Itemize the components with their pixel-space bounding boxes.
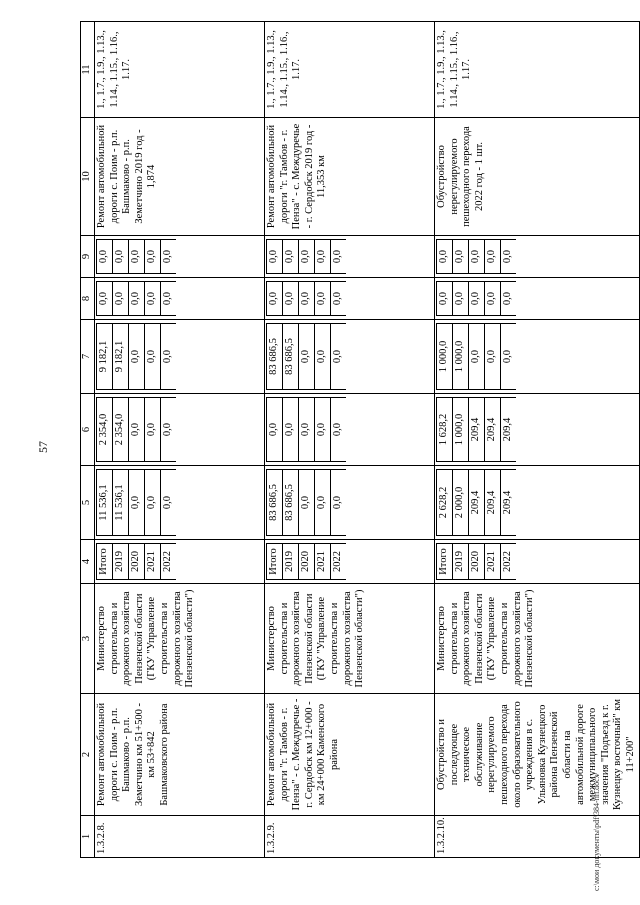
value-cell: 0,0 — [267, 282, 283, 316]
value-cell: 209,4 — [501, 470, 517, 536]
value-cell: 0,0 — [267, 240, 283, 274]
value-cell: 83 686,5 — [267, 324, 283, 390]
local-budget-column — [265, 278, 435, 320]
table-row — [435, 22, 640, 858]
value-cell: 83 686,5 — [267, 470, 283, 536]
years-column — [265, 540, 435, 584]
value-cell: 11 536,1 — [113, 470, 129, 536]
column-number: 11 — [81, 22, 95, 118]
extrabudgetary-column — [95, 236, 265, 278]
value-cell: 209,4 — [469, 398, 485, 462]
value-cell: 0,0 — [145, 240, 161, 274]
value-cell: 0,0 — [97, 282, 113, 316]
regional-budget-column — [265, 394, 435, 466]
executor: Министерство строительства и дорожного хозяйства Пензенской области (ГКУ "Управление строительства и дорожного хозяйства Пензенской области") — [435, 584, 640, 694]
value-cell: 0,0 — [299, 470, 315, 536]
indicator-numbers: 1., 1.7., 1.9., 1.13., 1.14., 1.15., 1.16., 1.17. — [435, 22, 640, 118]
value-cell: 83 686,5 — [283, 324, 299, 390]
value-cell: 0,0 — [113, 240, 129, 274]
value-cell: 0,0 — [161, 240, 177, 274]
value-cell: 0,0 — [331, 398, 347, 462]
value-cell: 0,0 — [129, 398, 145, 462]
value-cell: 1 628,2 — [437, 398, 453, 462]
column-number: 4 — [81, 540, 95, 584]
value-cell: 0,0 — [485, 282, 501, 316]
value-cell: 2021 — [485, 544, 501, 580]
executor: Министерство строительства и дорожного хозяйства Пензенской области (ГКУ "Управление строительства и дорожного хозяйства Пензенской области") — [265, 584, 435, 694]
value-cell: 0,0 — [453, 240, 469, 274]
value-cell: 0,0 — [283, 240, 299, 274]
local-budget-column — [435, 278, 640, 320]
value-cell: 209,4 — [501, 398, 517, 462]
column-number: 9 — [81, 236, 95, 278]
indicator-numbers: 1., 1.7., 1.9., 1.13., 1.14., 1.15., 1.16., 1.17. — [95, 22, 265, 118]
value-cell: 0,0 — [501, 324, 517, 390]
value-cell: 2022 — [161, 544, 177, 580]
federal-budget-column — [95, 320, 265, 394]
page-number: 57 — [36, 441, 50, 453]
value-cell: 0,0 — [315, 470, 331, 536]
value-cell: Итого — [97, 544, 113, 580]
extrabudgetary-column — [265, 236, 435, 278]
value-cell: 2019 — [453, 544, 469, 580]
indicator-numbers: 1., 1.7., 1.9., 1.13., 1.14., 1.15., 1.16., 1.17. — [265, 22, 435, 118]
value-cell: 0,0 — [469, 324, 485, 390]
value-cell: 0,0 — [283, 398, 299, 462]
value-cell: 0,0 — [331, 282, 347, 316]
value-cell: 0,0 — [145, 282, 161, 316]
value-cell: 0,0 — [161, 324, 177, 390]
value-cell: 0,0 — [331, 324, 347, 390]
value-cell: 2021 — [145, 544, 161, 580]
column-number: 6 — [81, 394, 95, 466]
value-cell: 0,0 — [469, 240, 485, 274]
value-cell: 0,0 — [129, 324, 145, 390]
value-cell: 2022 — [501, 544, 517, 580]
column-number: 10 — [81, 118, 95, 236]
executor: Министерство строительства и дорожного хозяйства Пензенской области (ГКУ "Управление строительства и дорожного хозяйства Пензенской области") — [95, 584, 265, 694]
value-cell: 2020 — [129, 544, 145, 580]
value-cell: 0,0 — [299, 324, 315, 390]
total-funding-column — [95, 466, 265, 540]
value-cell: 2020 — [469, 544, 485, 580]
item-number: 1.3.2.9. — [265, 816, 435, 858]
column-number-row — [81, 22, 95, 858]
value-cell: 2 354,0 — [97, 398, 113, 462]
value-cell: 1 000,0 — [453, 324, 469, 390]
value-cell: 2 000,0 — [453, 470, 469, 536]
value-cell: 1 000,0 — [437, 324, 453, 390]
value-cell: 0,0 — [97, 240, 113, 274]
value-cell: 2020 — [299, 544, 315, 580]
extrabudgetary-column — [435, 236, 640, 278]
value-cell: 209,4 — [485, 470, 501, 536]
value-cell: 2022 — [331, 544, 347, 580]
value-cell: 209,4 — [485, 398, 501, 462]
value-cell: 0,0 — [469, 282, 485, 316]
value-cell: 9 182,1 — [113, 324, 129, 390]
value-cell: 9 182,1 — [97, 324, 113, 390]
value-cell: 11 536,1 — [97, 470, 113, 536]
total-funding-column — [265, 466, 435, 540]
value-cell: 0,0 — [299, 240, 315, 274]
column-number: 7 — [81, 320, 95, 394]
measure-name: Обустройство и последующее техническое обслуживание нерегулируемого пешеходного перехода около образовательного учреждения в с. Ульяновка Кузнецкого района Пензенской области на автомобильной дороге межмуниципального значения "Подъезд к г. Кузнецку восточный" км 11+200" — [435, 694, 640, 816]
program-table — [80, 21, 640, 858]
federal-budget-column — [265, 320, 435, 394]
value-cell: 0,0 — [315, 324, 331, 390]
value-cell: 0,0 — [145, 324, 161, 390]
value-cell: 2 354,0 — [113, 398, 129, 462]
value-cell: 0,0 — [453, 282, 469, 316]
value-cell: 2019 — [283, 544, 299, 580]
value-cell: 0,0 — [437, 282, 453, 316]
value-cell: 0,0 — [315, 282, 331, 316]
column-number: 2 — [81, 694, 95, 816]
value-cell: 0,0 — [331, 240, 347, 274]
item-number: 1.3.2.10. — [435, 816, 640, 858]
value-cell: Итого — [437, 544, 453, 580]
column-number: 5 — [81, 466, 95, 540]
value-cell: 0,0 — [501, 240, 517, 274]
value-cell: 0,0 — [299, 398, 315, 462]
expected-result: Обустройство нерегулируемого пешеходного перехода 2022 год - 1 шт. — [435, 118, 640, 236]
value-cell: 0,0 — [331, 470, 347, 536]
value-cell: 0,0 — [113, 282, 129, 316]
table-row — [95, 22, 265, 858]
regional-budget-column — [435, 394, 640, 466]
years-column — [95, 540, 265, 584]
value-cell: 0,0 — [501, 282, 517, 316]
value-cell: 0,0 — [485, 324, 501, 390]
column-number: 8 — [81, 278, 95, 320]
federal-budget-column — [435, 320, 640, 394]
value-cell: 0,0 — [129, 470, 145, 536]
value-cell: 0,0 — [283, 282, 299, 316]
value-cell: 0,0 — [485, 240, 501, 274]
value-cell: 2019 — [113, 544, 129, 580]
column-number: 1 — [81, 816, 95, 858]
local-budget-column — [95, 278, 265, 320]
item-number: 1.3.2.8. — [95, 816, 265, 858]
years-column — [435, 540, 640, 584]
expected-result: Ремонт автомобильной дороги с. Поим - р.п. Башмаково - р.п. Земетчино 2019 год - 1,874 — [95, 118, 265, 236]
value-cell: 0,0 — [299, 282, 315, 316]
value-cell: 0,0 — [437, 240, 453, 274]
value-cell: Итого — [267, 544, 283, 580]
value-cell: 0,0 — [129, 282, 145, 316]
value-cell: 209,4 — [469, 470, 485, 536]
value-cell: 0,0 — [161, 398, 177, 462]
column-number: 3 — [81, 584, 95, 694]
value-cell: 0,0 — [161, 282, 177, 316]
value-cell: 0,0 — [161, 470, 177, 536]
value-cell: 83 686,5 — [283, 470, 299, 536]
value-cell: 2021 — [315, 544, 331, 580]
table-row — [265, 22, 435, 858]
value-cell: 1 000,0 — [453, 398, 469, 462]
value-cell: 0,0 — [267, 398, 283, 462]
value-cell: 0,0 — [129, 240, 145, 274]
measure-name: Ремонт автомобильной дороги с. Поим - р.п. Башмаково - р.п. Земетчино км 51+500 - км 53+842 Башмаковского района — [95, 694, 265, 816]
value-cell: 0,0 — [315, 398, 331, 462]
regional-budget-column — [95, 394, 265, 466]
value-cell: 0,0 — [145, 398, 161, 462]
total-funding-column — [435, 466, 640, 540]
value-cell: 0,0 — [145, 470, 161, 536]
value-cell: 2 628,2 — [437, 470, 453, 536]
measure-name: Ремонт автомобильной дороги "г. Тамбов - г. Пенза" - с. Междуречье - г. Сердобск км 12+000 - км 24+000 Каменского района — [265, 694, 435, 816]
value-cell: 0,0 — [315, 240, 331, 274]
footer-file-path: c:\мои документы\pdf\384-пп.docx — [592, 774, 601, 891]
rotated-table-container — [80, 22, 636, 858]
expected-result: Ремонт автомобильной дороги "г. Тамбов - г. Пенза" - с. Междуречье - г. Сердобск 2019 год - 11,353 км — [265, 118, 435, 236]
